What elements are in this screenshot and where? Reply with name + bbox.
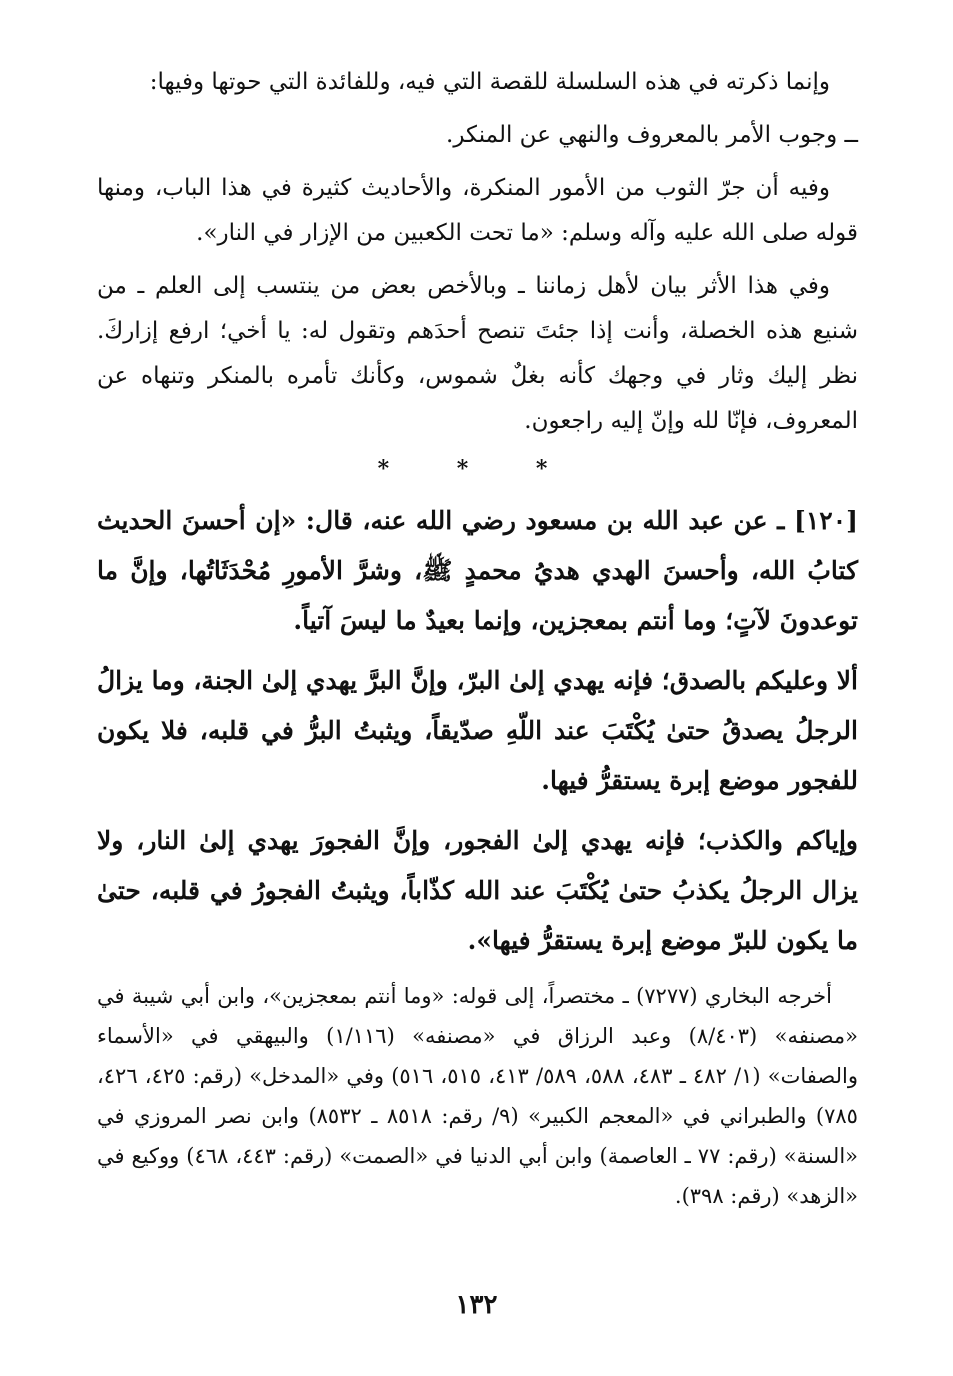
intro-bullet: ــ وجوب الأمر بالمعروف والنهي عن المنكر. [446,122,858,148]
intro-section [97,60,858,444]
intro-paragraph: وفي هذا الأثر بيان لأهل زماننا ـ وبالأخص بعض من ينتسب إلى العلم ـ من شنيع هذه الخصلة، وأنت إذا جئتَ تنصح أحدَهم وتقول له: يا أخي؛ ارفع إزاركَ. نظر إليك وثار في وجهك كأنه بغلٌ شموس، وكأنك تأمره بالمنكر وتنهاه عن المعروف، فإنّا لله وإنّ إليه راجعون. [97,273,858,434]
section-separator: * * * [377,456,578,482]
intro-paragraph: وفيه أن جرّ الثوب من الأمور المنكرة، والأحاديث كثيرة في هذا الباب، ومنها قوله صلى الله عليه وآله وسلم: «ما تحت الكعبين من الإزار في النار». [97,175,858,246]
hadith-paragraph: [١٢٠] ـ عن عبد الله بن مسعود رضي الله عنه، قال: «إن أحسنَ الحديث كتابُ الله، وأحسنَ الهدي هديُ محمدٍ ﷺ، وشرَّ الأمورِ مُحْدَثَاتُها، وإنَّ ما توعدونَ لآتٍ؛ وما أنتم بمعجزين، وإنما بعيدٌ ما ليسَ آتياً. [97,506,858,635]
takhrij-paragraph: أخرجه البخاري (٧٢٧٧) ـ مختصراً، إلى قوله: «وما أنتم بمعجزين»، وابن أبي شيبة في «مصنفه» (٨/٤٠٣) وعبد الرزاق في «مصنفه» (١/١١٦) والبيهقي في «الأسماء والصفات» (١/ ٤٨٢ ـ ٤٨٣، ٥٨٨، ٥٨٩/ ٤١٣، ٥١٥، ٥١٦) وفي «المدخل» (رقم: ٤٢٥، ٤٢٦، ٧٨٥) والطبراني في «المعجم الكبير» (٩/ رقم: ٨٥١٨ ـ ٨٥٣٢) وابن نصر المروزي في «السنة» (رقم: ٧٧ ـ العاصمة) وابن أبي الدنيا في «الصمت» (رقم: ٤٤٣، ٤٦٨) ووكيع في «الزهد» (رقم: ٣٩٨). [97,984,858,1208]
hadith-paragraph: ألا وعليكم بالصدق؛ فإنه يهدي إلىٰ البرّ، وإنَّ البرَّ يهدي إلىٰ الجنة، وما يزالُ الرجلُ يصدقُ حتىٰ يُكْتَبَ عند اللّهِ صدّيقاً، ويثبتُ البرُّ في قلبه، فلا يكون للفجور موضع إبرة يستقرُّ فيها. [97,666,858,795]
hadith-section [97,496,858,966]
hadith-paragraph: وإياكم والكذب؛ فإنه يهدي إلىٰ الفجور، وإنَّ الفجورَ يهدي إلىٰ النار، ولا يزال الرجلُ يكذبُ حتىٰ يُكْتَبَ عند الله كذّاباً، ويثبتُ الفجورُ في قلبه، حتىٰ ما يكون للبرّ موضع إبرة يستقرُّ فيها». [97,826,858,955]
takhrij-section [97,976,858,1216]
page-number: ١٣٢ [455,1290,498,1320]
intro-paragraph: وإنما ذكرته في هذه السلسلة للقصة التي فيه، وللفائدة التي حوتها وفيها: [149,69,830,95]
